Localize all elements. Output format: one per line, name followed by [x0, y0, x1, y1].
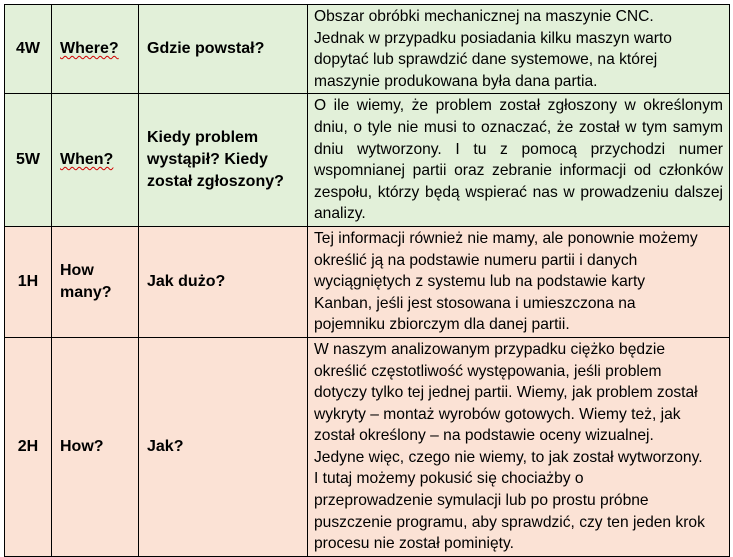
- row-code: 1H: [5, 226, 52, 337]
- row-code: 2H: [5, 337, 52, 556]
- description-text: Tej informacji również nie mamy, ale ponownie możemy określić ją na podstawie numeru partii i danych wyciągniętych z systemu lub na podstawie karty Kanban, jeśli jest stosowana i umieszczona na pojemniku zbiorczym dla danej partii.: [314, 229, 698, 334]
- row-code: 5W: [5, 94, 52, 227]
- description-text: O ile wiemy, że problem został zgłoszony w określonym dniu, o tyle nie musi to oznaczać, że został w tym samym dniu wytworzony. I tu z pomocą przychodzi numer wspomnianej partii oraz zebranie informacji od członków zespołu, którzy będą wspierać nas w prowadzeniu dalszej analizy.: [314, 97, 723, 223]
- description-text: Obszar obróbki mechanicznej na maszynie CNC. Jednak w przypadku posiadania kilku maszyn warto dopytać lub sprawdzić dane systemowe, na której maszynie produkowana była dana partia.: [314, 8, 672, 90]
- row-description: [308, 337, 730, 556]
- table-row-1h: [5, 226, 730, 337]
- row-question-pl: Gdzie powstał?: [139, 5, 308, 94]
- row-question-pl: Jak dużo?: [139, 226, 308, 337]
- five-w-two-h-table: [4, 4, 730, 557]
- row-question: How?: [52, 337, 139, 556]
- description-text: W naszym analizowanym przypadku ciężko będzie określić częstotliwość występowania, jeśli problem dotyczy tylko tej jednej partii. Wiemy, jak problem został wykryty – montaż wyrobów gotowych. Wiemy też, jak został określony – na podstawie oceny wizualnej. Jedyne więc, czego nie wiemy, to jak został wytworzony. I tutaj możemy pokusić się chociażby o przeprowadzenie symulacji lub po prostu próbne puszczenie programu, aby sprawdzić, czy ten jeden krok procesu nie został pominięty.: [314, 340, 705, 553]
- question-text: Where?: [60, 40, 119, 58]
- row-description: [308, 5, 730, 94]
- row-description: [308, 94, 730, 227]
- table-row-4w: [5, 5, 730, 94]
- table-row-5w: [5, 94, 730, 227]
- row-question: How many?: [52, 226, 139, 337]
- row-description: [308, 226, 730, 337]
- row-question: [52, 94, 139, 227]
- row-code: 4W: [5, 5, 52, 94]
- row-question-pl: Kiedy problem wystąpił? Kiedy został zgłoszony?: [139, 94, 308, 227]
- question-text: When?: [60, 151, 114, 169]
- table-row-2h: [5, 337, 730, 556]
- row-question: [52, 5, 139, 94]
- row-question-pl: Jak?: [139, 337, 308, 556]
